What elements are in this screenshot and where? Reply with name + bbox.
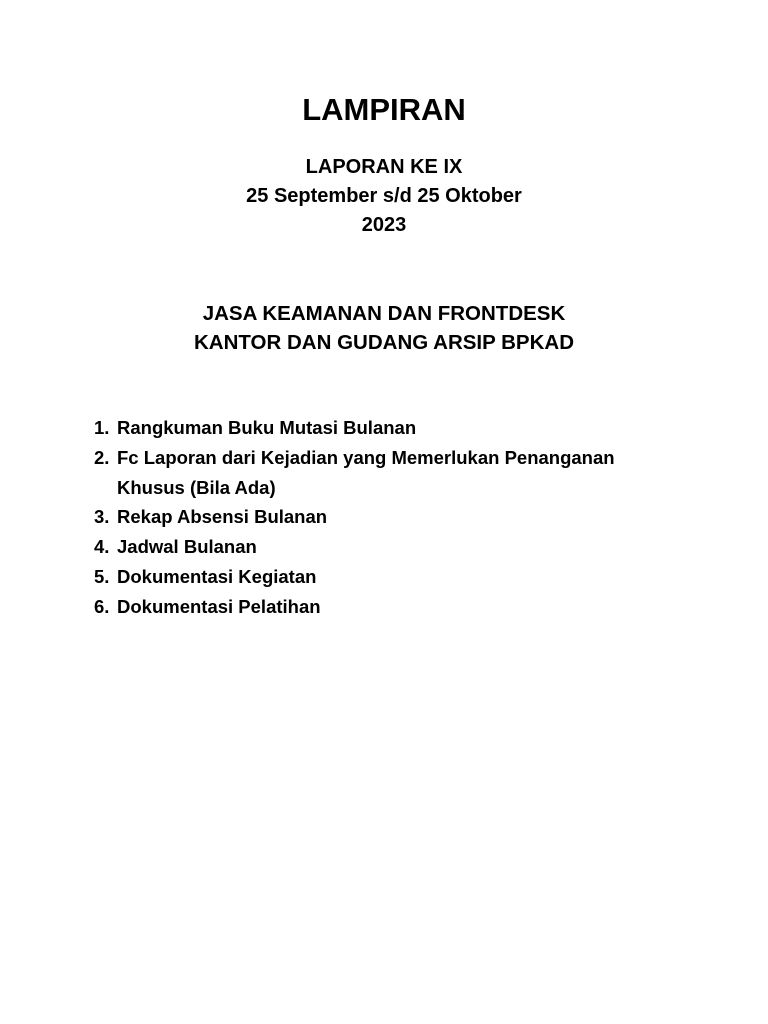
subject-heading [0,299,768,357]
item-number: 4. [94,536,110,558]
item-number: 5. [94,565,110,587]
item-text: Dokumentasi Pelatihan [117,595,321,617]
list-item [94,562,677,592]
list-item [94,592,677,622]
item-text: Rangkuman Buku Mutasi Bulanan [117,417,417,438]
report-year: 2023 [361,214,407,236]
item-number: 3. [94,506,110,528]
report-header [0,153,768,240]
report-period: 25 September s/d 25 Oktober [246,185,522,207]
attachment-list [94,413,677,622]
item-number: 1. [94,417,110,438]
subject-line-1: JASA KEAMANAN DAN FRONTDESK [202,302,566,325]
item-number: 6. [94,595,110,617]
list-item [94,413,677,443]
item-text: Dokumentasi Kegiatan [117,565,317,587]
item-text: Jadwal Bulanan [117,536,257,558]
list-item [94,443,677,503]
subject-line-2: KANTOR DAN GUDANG ARSIP BPKAD [193,331,575,354]
report-number: LAPORAN KE IX [305,156,463,178]
item-number: 2. [94,446,110,468]
list-item [94,502,677,532]
document-title: LAMPIRAN [302,92,466,127]
item-text: Fc Laporan dari Kejadian yang Memerlukan Penanganan Khusus (Bila Ada) [117,446,615,498]
list-item [94,532,677,562]
item-text: Rekap Absensi Bulanan [117,506,328,528]
